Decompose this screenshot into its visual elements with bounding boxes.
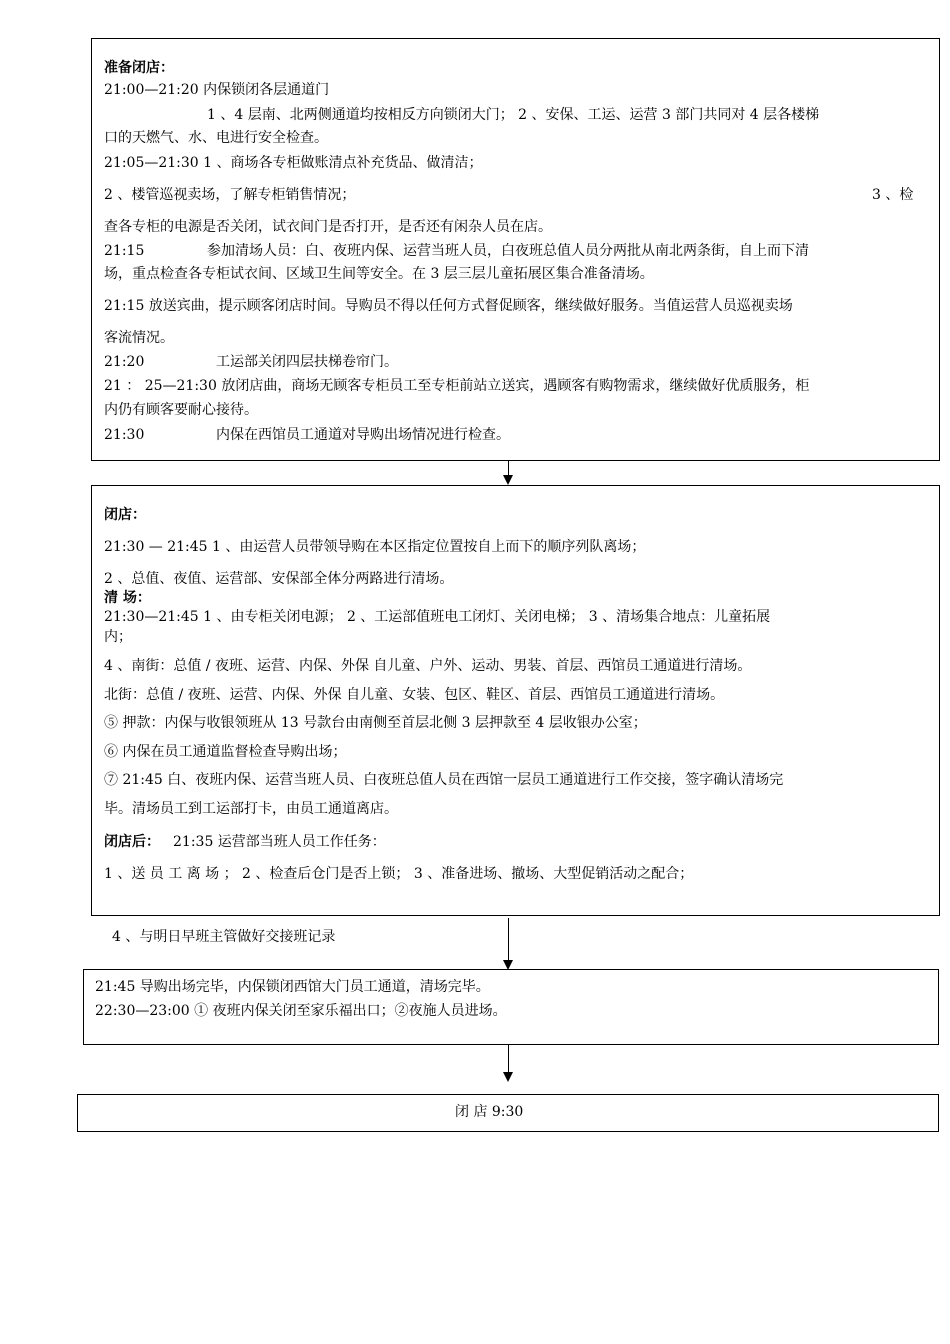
flow-arrow-3-head [503, 1072, 513, 1082]
close-line-8: ⑥ 内保在员工通道监督检查导购出场； [104, 744, 347, 760]
close-line-2: 2 、总值、夜值、运营部、安保部全体分两路进行清场。 [104, 571, 454, 587]
clearance-heading: 清 场： [104, 590, 151, 606]
final-line-2: 22:30—23:00 ① 夜班内保关闭至家乐福出口；②夜施人员进场。 [95, 1003, 507, 1019]
prepare-line-6: 查各专柜的电源是否关闭，试衣间门是否打开，是否还有闲杂人员在店。 [104, 219, 552, 235]
prepare-line-5b: 3 、检 [872, 187, 914, 203]
prepare-line-11: 工运部关闭四层扶梯卷帘门。 [216, 354, 398, 370]
close-line-3: 21:30—21:45 1 、由专柜关闭电源； 2 、工运部值班电工闭灯、关闭电梯； 3 、清场集合地点：儿童拓展 [104, 609, 771, 625]
prepare-line-1: 21:00—21:20 内保锁闭各层通道门 [104, 82, 330, 98]
flow-arrow-1 [508, 461, 509, 476]
after-close-heading: 闭店后： [104, 834, 160, 850]
close-line-10: 毕。清场员工到工运部打卡，由员工通道离店。 [104, 801, 398, 817]
handover-note: 4 、与明日早班主管做好交接班记录 [112, 929, 336, 945]
prepare-line-2: 1 、4 层南、北两侧通道均按相反方向锁闭大门； 2 、安保、工运、运营 3 部门共同对 4 层各楼梯 [207, 107, 820, 123]
prepare-line-14: 内保在西馆员工通道对导购出场情况进行检查。 [216, 427, 510, 443]
closed-label: 闭 店 9:30 [455, 1104, 524, 1120]
close-line-6: 北街：总值 / 夜班、运营、内保、外保 自儿童、女装、包区、鞋区、首层、西馆员工通道进行清场。 [104, 687, 725, 703]
prepare-time-2115a: 21:15 [104, 243, 145, 259]
flow-arrow-1-head [503, 475, 513, 485]
close-line-9: ⑦ 21:45 白、夜班内保、运营当班人员、白夜班总值人员在西馆一层员工通道进行工作交接，签字确认清场完 [104, 772, 784, 788]
prepare-line-10: 客流情况。 [104, 330, 174, 346]
prepare-line-5: 2 、楼管巡视卖场，了解专柜销售情况； [104, 187, 356, 203]
prepare-line-13: 内仍有顾客要耐心接待。 [104, 402, 258, 418]
close-line-4: 内； [104, 629, 132, 645]
prepare-line-7: 参加清场人员：白、夜班内保、运营当班人员，白夜班总值人员分两批从南北两条街，自上而下清 [207, 243, 809, 259]
close-line-11: 1 、送 员 工 离 场 ； 2 、检查后仓门是否上锁； 3 、准备进场、撤场、大型促销活动之配合； [104, 866, 694, 882]
close-line-1: 21:30 — 21:45 1 、由运营人员带领导购在本区指定位置按自上而下的顺序列队离场； [104, 539, 646, 555]
prepare-time-2120: 21:20 [104, 354, 145, 370]
after-close-task: 21:35 运营部当班人员工作任务： [173, 834, 386, 850]
flow-arrow-3 [508, 1045, 509, 1073]
close-heading: 闭店： [104, 507, 146, 523]
prepare-line-9: 21:15 放送宾曲，提示顾客闭店时间。导购员不得以任何方式督促顾客，继续做好服务。当值运营人员巡视卖场 [104, 298, 793, 314]
prepare-time-2130: 21:30 [104, 427, 145, 443]
close-line-7: ⑤ 押款：内保与收银领班从 13 号款台由南侧至首层北侧 3 层押款至 4 层收银办公室； [104, 715, 647, 731]
prepare-line-3: 口的天燃气、水、电进行安全检查。 [104, 130, 328, 146]
prepare-line-8: 场，重点检查各专柜试衣间、区域卫生间等安全。在 3 层三层儿童拓展区集合准备清场。 [104, 266, 654, 282]
close-line-5: 4 、南街：总值 / 夜班、运营、内保、外保 自儿童、户外、运动、男装、首层、西馆员工通道进行清场。 [104, 658, 752, 674]
flow-arrow-2 [508, 918, 509, 961]
prepare-line-4: 21:05—21:30 1 、商场各专柜做账清点补充货品、做清洁； [104, 155, 483, 171]
final-line-1: 21:45 导购出场完毕，内保锁闭西馆大门员工通道，清场完毕。 [95, 979, 490, 995]
prepare-line-12: 21 ： 25—21:30 放闭店曲，商场无顾客专柜员工至专柜前站立送宾，遇顾客有购物需求，继续做好优质服务，柜 [104, 378, 810, 394]
prepare-close-heading: 准备闭店： [104, 60, 174, 76]
